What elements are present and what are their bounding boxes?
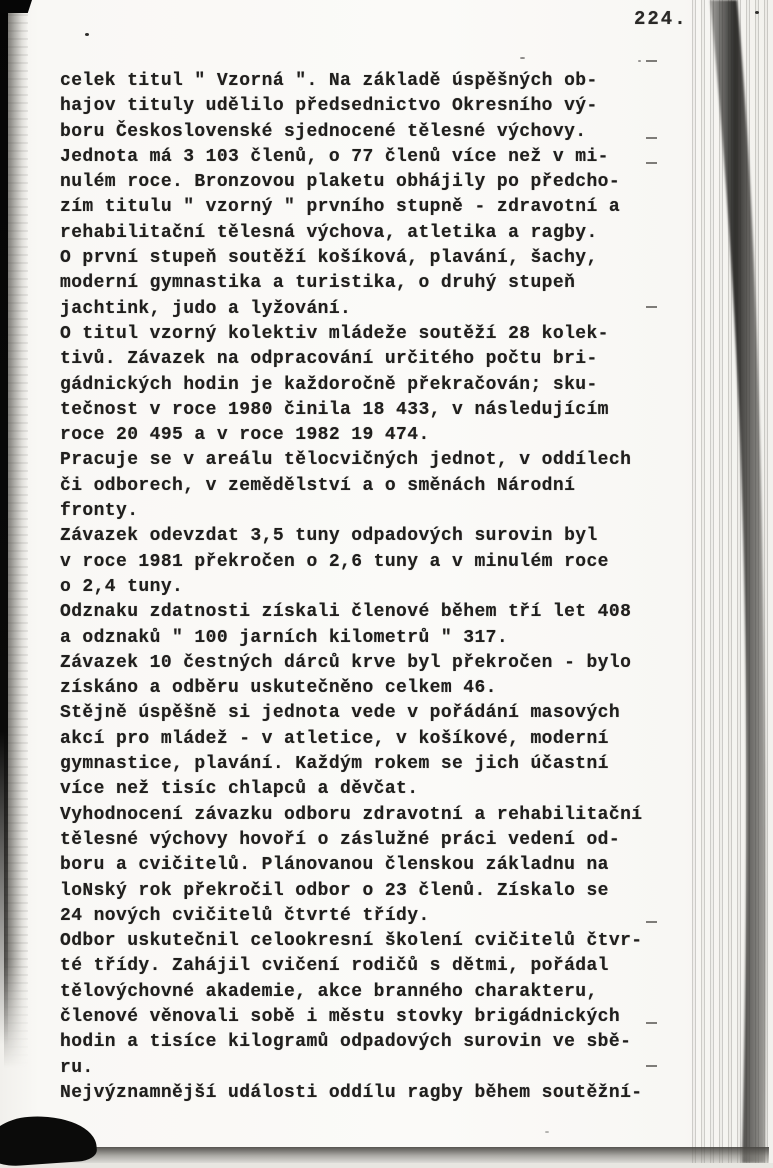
text-line: hodin a tisíce kilogramů odpadových surovin ve sbě- [60,1032,632,1053]
text-line: Pracuje se v areálu tělocvičných jednot, v oddílech [60,450,632,471]
text-line: té třídy. Zahájil cvičení rodičů s dětmi, pořádal [60,956,609,977]
scan-speck [545,1131,549,1133]
text-line: moderní gymnastika a turistika, o druhý stupeň [60,273,576,294]
text-line: získáno a odběru uskutečněno celkem 46. [60,678,497,699]
text-line: více než tisíc chlapců a děvčat. [60,779,419,800]
scan-speck [755,11,759,14]
text-line: O první stupeň soutěží košíková, plavání, šachy, [60,248,598,269]
text-line: Jednota má 3 103 členů, o 77 členů více než v mi- [60,145,700,170]
margin-pencil-mark [646,162,657,164]
text-line: celek titul " Vzorná ". Na základě úspěšných ob- [60,69,700,94]
text-line: O titul vzorný kolektiv mládeže soutěží 28 kolek- [60,323,609,344]
scan-speck [638,60,641,62]
text-line: jachtink, judo a lyžování. [60,297,700,322]
binding-shadow-band [690,0,773,1163]
text-line: Vyhodnocení závazku odboru zdravotní a rehabilitační [60,804,643,825]
scan-speck [85,33,89,36]
margin-pencil-mark [646,1022,657,1024]
scan-bottom-edge-shadow [26,1147,769,1163]
text-line: a odznaků " 100 jarních kilometrů " 317. [60,627,509,648]
page-number: 224. [634,8,688,30]
margin-pencil-mark [646,921,657,923]
text-line: zím titulu " vzorný " prvního stupně - zdravotní a [60,197,621,218]
text-line: Stějně úspěšně si jednota vede v pořádání masových [60,703,621,724]
margin-pencil-mark [646,137,657,139]
text-line: ru. [60,1056,700,1081]
text-line: či odborech, v zemědělství a o směnách Národní [60,475,576,496]
text-line: 24 nových cvičitelů čtvrté třídy. [60,904,700,929]
book-binding-page-edges [690,0,773,1163]
text-line: fronty. [60,501,139,522]
text-line: tělovýchovné akademie, akce branného charakteru, [60,981,598,1002]
text-line: boru a cvičitelů. Plánovanou členskou základnu na [60,855,609,876]
margin-pencil-mark [646,306,657,308]
scan-left-edge-shadow [0,0,8,1045]
text-line: Závazek 10 čestných dárců krve byl překročen - bylo [60,652,632,673]
text-line: nulém roce. Bronzovou plaketu obhájily po předcho- [60,172,621,193]
text-line: akcí pro mládež - v atletice, v košíkové, moderní [60,728,609,749]
text-line: v roce 1981 překročen o 2,6 tuny a v minulém roce [60,551,609,572]
text-line: Nejvýznamnější události oddílu ragby během soutěžní- [60,1082,643,1103]
scan-top-left-corner-artifact [0,0,32,13]
text-line: rehabilitační tělesná výchova, atletika a ragby. [60,222,598,243]
text-line: tivů. Závazek na odpracování určitého počtu bri- [60,349,598,370]
text-line: boru Československé sjednocené tělesné výchovy. [60,120,700,145]
text-line: Odznaku zdatnosti získali členové během tří let 408 [60,602,632,623]
text-line: hajov tituly udělilo předsednictvo Okresního vý- [60,96,598,117]
margin-pencil-mark [646,1065,657,1067]
text-line: Odbor uskutečnil celookresní školení cvičitelů čtvr- [60,931,643,952]
text-line: tečnost v roce 1980 činila 18 433, v následujícím [60,399,609,420]
scan-speck [520,57,525,59]
text-line: gádnických hodin je každoročně překračován; sku- [60,374,598,395]
margin-pencil-mark [646,60,657,62]
text-line: gymnastice, plavání. Každým rokem se jich účastní [60,754,609,775]
text-line: o 2,4 tuny. [60,576,184,597]
text-line: loNský rok překročil odbor o 23 členů. Získalo se [60,880,609,901]
text-line: Závazek odevzdat 3,5 tuny odpadových surovin byl [60,526,598,547]
text-line: tělesné výchovy hovoří o záslužné práci vedení od- [60,829,621,850]
scan-bottom-left-ink-blob [0,1112,98,1167]
typewritten-text-block [60,69,700,1106]
text-line: roce 20 495 a v roce 1982 19 474. [60,425,430,446]
text-line: členové věnovali sobě i městu stovky brigádnických [60,1005,700,1030]
